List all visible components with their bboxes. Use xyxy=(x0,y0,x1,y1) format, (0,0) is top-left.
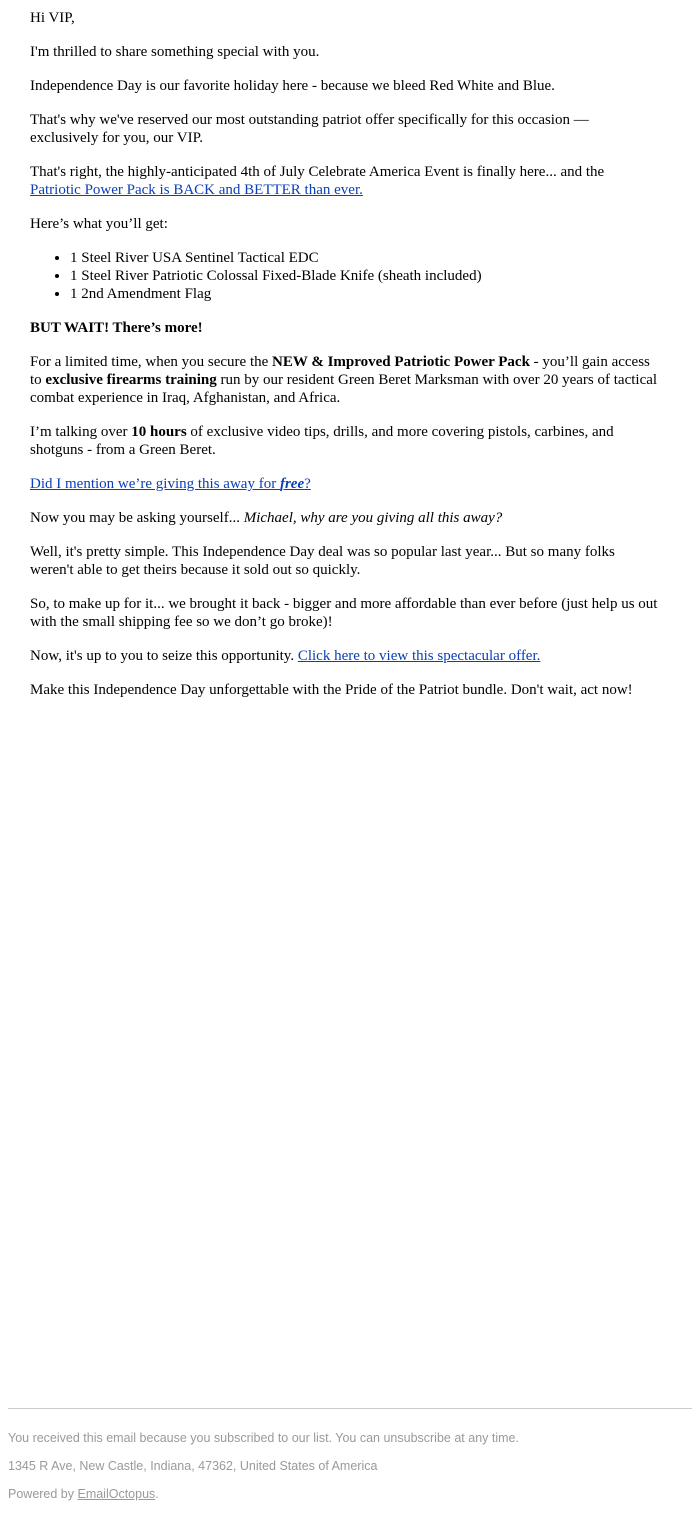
powered-prefix: Powered by xyxy=(8,1487,78,1501)
paragraph-what-you-get: Here’s what you’ll get: xyxy=(30,216,168,232)
text-segment: I’m talking over xyxy=(30,424,132,440)
paragraph-make-up: So, to make up for it... we brought it back - bigger and more affordable than ever before (just help us out with the small shipping fee so we don’t go broke)! xyxy=(30,596,658,630)
list-item: • 1 Steel River Patriotic Colossal Fixed-Blade Knife (sheath included) xyxy=(70,267,700,285)
power-pack-bold: NEW & Improved Patriotic Power Pack xyxy=(272,354,530,370)
text-segment: For a limited time, when you secure the xyxy=(30,354,273,370)
list-item: • 1 2nd Amendment Flag xyxy=(70,285,700,303)
greeting: Hi VIP, xyxy=(30,10,75,26)
ten-hours-bold: 10 hours xyxy=(131,424,187,440)
paragraph-reserved-offer: That's why we've reserved our most outstanding patriot offer specifically for this occasion — exclusively for you, our VIP. xyxy=(30,112,589,146)
link-text: Did I mention we’re giving this away for xyxy=(30,476,280,492)
paragraph-independence-day: Independence Day is our favorite holiday here - because we bleed Red White and Blue. xyxy=(30,78,555,94)
paragraph-free-link xyxy=(30,475,311,493)
emailoctopus-link[interactable]: EmailOctopus xyxy=(77,1487,156,1501)
free-offer-link[interactable] xyxy=(30,476,311,492)
link-text: ? xyxy=(304,476,311,492)
list-item: • 1 Steel River USA Sentinel Tactical EDC xyxy=(70,249,700,267)
text-segment: Now you may be asking yourself... xyxy=(30,510,244,526)
paragraph-thrilled: I'm thrilled to share something special with you. xyxy=(30,44,320,60)
footer-address: 1345 R Ave, New Castle, Indiana, 47362, United States of America xyxy=(8,1459,378,1473)
paragraph-asking-yourself xyxy=(30,509,502,527)
text-segment: Now, it's up to you to seize this opportunity. xyxy=(30,648,298,664)
bundle-list xyxy=(30,249,700,303)
paragraph-pretty-simple: Well, it's pretty simple. This Independence Day deal was so popular last year... But so many folks weren't able to get theirs because it sold out so quickly. xyxy=(30,544,615,578)
footer-subscribed-notice: You received this email because you subscribed to our list. You can unsubscribe at any time. xyxy=(8,1431,519,1445)
paragraph-event-here xyxy=(30,163,640,199)
power-pack-link[interactable]: Patriotic Power Pack is BACK and BETTER than ever. xyxy=(30,182,363,198)
paragraph-limited-time xyxy=(30,353,660,407)
but-wait-bold: BUT WAIT! There’s more! xyxy=(30,320,203,336)
paragraph-unforgettable: Make this Independence Day unforgettable with the Pride of the Patriot bundle. Don't wait, act now! xyxy=(30,682,633,698)
text-segment: run by our resident Green Beret Marksman with over 20 years of tactical combat experience in Iraq, Afghanistan, and Africa. xyxy=(30,372,658,406)
paragraph-ten-hours xyxy=(30,423,660,459)
text-segment: of exclusive video tips, drills, and more covering pistols, carbines, and shotguns - from a Green Beret. xyxy=(30,424,614,458)
paragraph-but-wait xyxy=(30,319,203,337)
view-offer-link[interactable]: Click here to view this spectacular offer. xyxy=(297,648,541,664)
footer-powered-by xyxy=(8,1487,159,1501)
email-footer xyxy=(8,1408,692,1501)
powered-suffix: . xyxy=(155,1487,159,1501)
firearms-training-bold: exclusive firearms training xyxy=(45,372,217,388)
text-segment: - you’ll gain access to xyxy=(30,354,650,388)
paragraph-event-text: That's right, the highly-anticipated 4th of July Celebrate America Event is finally here... and the xyxy=(30,164,605,180)
paragraph-seize-opportunity xyxy=(30,647,540,665)
michael-question-italic: Michael, why are you giving all this away? xyxy=(243,510,503,526)
free-bold-italic: free xyxy=(279,476,305,492)
